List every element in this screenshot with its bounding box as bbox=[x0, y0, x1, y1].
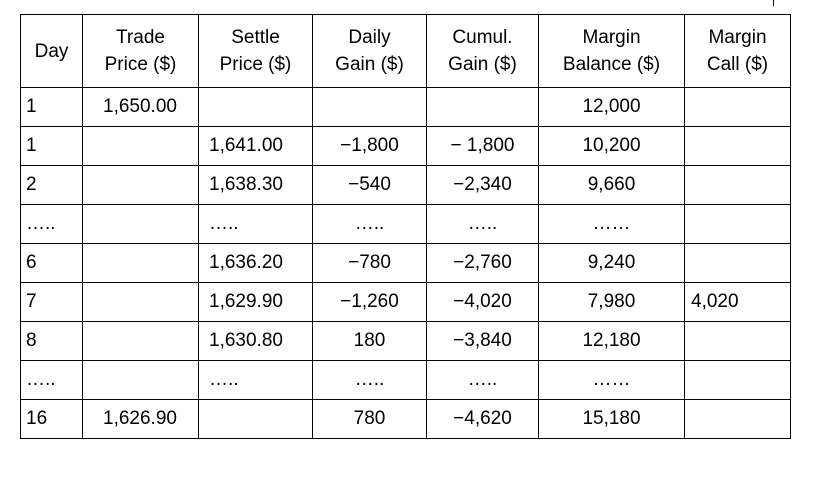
cell-trade-price bbox=[83, 361, 199, 400]
table-row bbox=[21, 205, 791, 244]
cell-trade-price bbox=[83, 322, 199, 361]
column-header-trade-price bbox=[83, 15, 199, 88]
cell-daily-gain: −1,800 bbox=[313, 127, 427, 166]
cell-margin-balance: 12,000 bbox=[539, 88, 685, 127]
cell-margin-balance: 9,240 bbox=[539, 244, 685, 283]
column-header-margin-balance bbox=[539, 15, 685, 88]
column-header-line: Price ($) bbox=[219, 54, 292, 75]
header-row bbox=[21, 15, 791, 88]
column-header-line: Daily bbox=[348, 27, 391, 48]
column-header-line: Margin bbox=[582, 27, 641, 48]
cell-daily-gain: −780 bbox=[313, 244, 427, 283]
cell-margin-balance: …… bbox=[539, 205, 685, 244]
cell-daily-gain: ….. bbox=[313, 205, 427, 244]
cell-daily-gain: −540 bbox=[313, 166, 427, 205]
cell-cumulative-gain: −2,340 bbox=[427, 166, 539, 205]
cell-trade-price: 1,650.00 bbox=[83, 88, 199, 127]
table-row bbox=[21, 244, 791, 283]
cell-cumulative-gain: −3,840 bbox=[427, 322, 539, 361]
cell-margin-call bbox=[685, 322, 791, 361]
cell-daily-gain: 780 bbox=[313, 400, 427, 439]
table-row bbox=[21, 127, 791, 166]
column-header-line: Price ($) bbox=[104, 54, 177, 75]
margin-account-table bbox=[20, 14, 791, 439]
cell-margin-call: 4,020 bbox=[685, 283, 791, 322]
cell-settle-price: 1,638.30 bbox=[199, 166, 313, 205]
column-header-settle-price bbox=[199, 15, 313, 88]
cell-margin-balance: 12,180 bbox=[539, 322, 685, 361]
cell-day: ….. bbox=[21, 361, 83, 400]
cell-day: 6 bbox=[21, 244, 83, 283]
column-header-line: Gain ($) bbox=[448, 54, 517, 75]
column-header-margin-call bbox=[685, 15, 791, 88]
cell-margin-call bbox=[685, 166, 791, 205]
table-body bbox=[21, 88, 791, 439]
cell-day: 7 bbox=[21, 283, 83, 322]
cell-day: 1 bbox=[21, 127, 83, 166]
cell-settle-price bbox=[199, 400, 313, 439]
cell-margin-call bbox=[685, 205, 791, 244]
table-row bbox=[21, 88, 791, 127]
column-header-line: Call ($) bbox=[706, 54, 769, 75]
column-header-line: Cumul. bbox=[452, 27, 513, 48]
cell-settle-price: 1,636.20 bbox=[199, 244, 313, 283]
cell-margin-balance: 10,200 bbox=[539, 127, 685, 166]
column-header-line: Gain ($) bbox=[335, 54, 404, 75]
table-row bbox=[21, 283, 791, 322]
column-header-cumulative-gain bbox=[427, 15, 539, 88]
cell-settle-price: 1,641.00 bbox=[199, 127, 313, 166]
cell-margin-balance: 7,980 bbox=[539, 283, 685, 322]
cell-trade-price bbox=[83, 205, 199, 244]
cell-settle-price bbox=[199, 88, 313, 127]
cell-cumulative-gain: −2,760 bbox=[427, 244, 539, 283]
cell-trade-price: 1,626.90 bbox=[83, 400, 199, 439]
cell-cumulative-gain: −4,620 bbox=[427, 400, 539, 439]
cell-daily-gain: −1,260 bbox=[313, 283, 427, 322]
cell-margin-call bbox=[685, 127, 791, 166]
table-row bbox=[21, 361, 791, 400]
column-header-line: Trade bbox=[116, 27, 165, 48]
cell-trade-price bbox=[83, 166, 199, 205]
cell-margin-balance: 15,180 bbox=[539, 400, 685, 439]
cell-cumulative-gain bbox=[427, 88, 539, 127]
cell-day: ….. bbox=[21, 205, 83, 244]
table-row bbox=[21, 166, 791, 205]
column-header-daily-gain bbox=[313, 15, 427, 88]
column-header-line: Day bbox=[34, 40, 69, 62]
cell-cumulative-gain: − 1,800 bbox=[427, 127, 539, 166]
cell-day: 1 bbox=[21, 88, 83, 127]
cell-margin-balance: …… bbox=[539, 361, 685, 400]
cell-margin-call bbox=[685, 361, 791, 400]
column-header-line: Settle bbox=[231, 27, 280, 48]
cell-cumulative-gain: −4,020 bbox=[427, 283, 539, 322]
cell-cumulative-gain: ….. bbox=[427, 361, 539, 400]
cell-settle-price: 1,629.90 bbox=[199, 283, 313, 322]
cell-trade-price bbox=[83, 244, 199, 283]
cell-margin-balance: 9,660 bbox=[539, 166, 685, 205]
cell-daily-gain: 180 bbox=[313, 322, 427, 361]
table-row bbox=[21, 400, 791, 439]
cell-margin-call bbox=[685, 88, 791, 127]
cell-trade-price bbox=[83, 283, 199, 322]
cell-trade-price bbox=[83, 127, 199, 166]
cell-cumulative-gain: ….. bbox=[427, 205, 539, 244]
column-header-line: Balance ($) bbox=[562, 54, 661, 75]
column-header-line: Margin bbox=[708, 27, 767, 48]
table-row bbox=[21, 322, 791, 361]
column-header-day bbox=[21, 15, 83, 88]
cell-daily-gain bbox=[313, 88, 427, 127]
cell-day: 8 bbox=[21, 322, 83, 361]
cell-settle-price: ….. bbox=[199, 205, 313, 244]
cell-settle-price: 1,630.80 bbox=[199, 322, 313, 361]
cell-daily-gain: ….. bbox=[313, 361, 427, 400]
cell-margin-call bbox=[685, 400, 791, 439]
cell-settle-price: ….. bbox=[199, 361, 313, 400]
cell-day: 2 bbox=[21, 166, 83, 205]
cell-margin-call bbox=[685, 244, 791, 283]
corner-tick-mark bbox=[773, 0, 774, 6]
cell-day: 16 bbox=[21, 400, 83, 439]
